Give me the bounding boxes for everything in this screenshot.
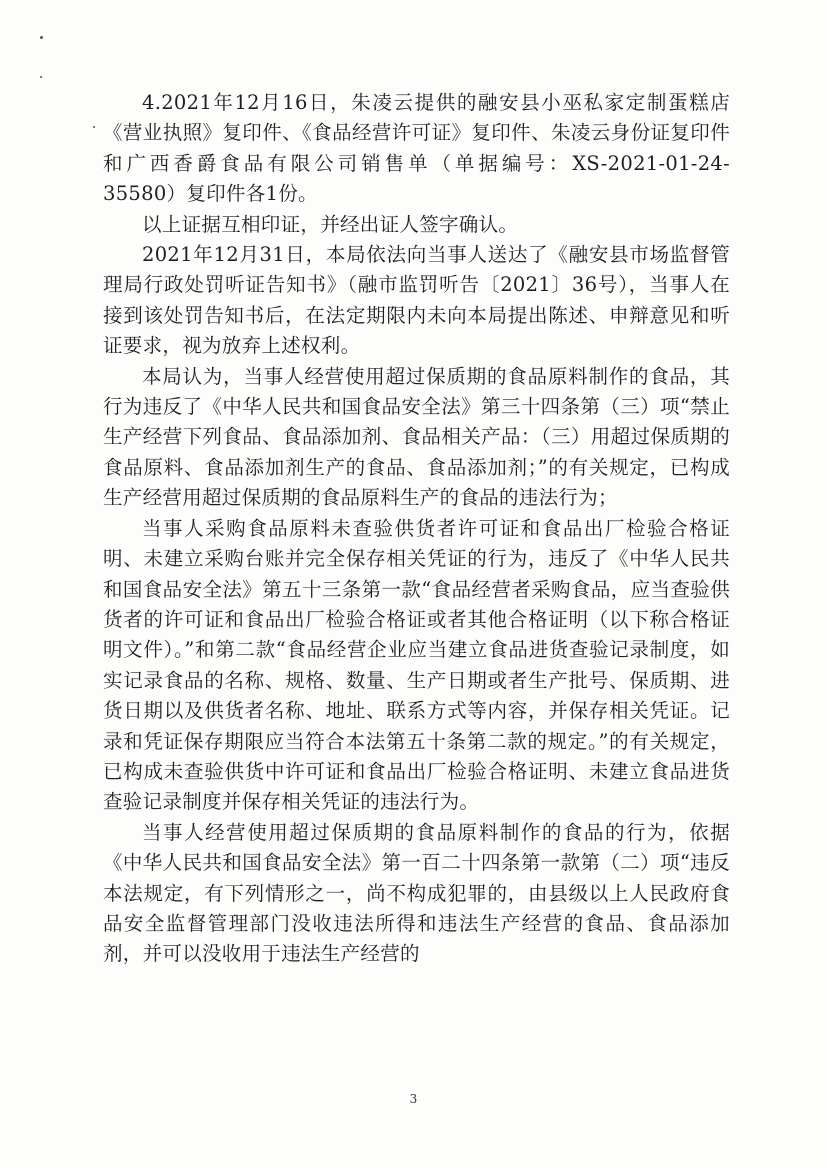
evidence-confirmation: 以上证据互相印证，并经出证人签字确认。 (142, 212, 519, 236)
finding-procurement-inspection: 当事人采购食品原料未查验供货者许可证和食品出厂检验合格证明、未建立采购台账并完全保存相关凭证的行为，违反了《中华人民共和国食品安全法》第五十三条第一款“食品经营者采购食品，应当查验供货者的许可证和食品出厂检验合格证或者其他合格证明（以下称合格证明文件）。”和第二款“食品经营企业应当建立食品进货查验记录制度，如实记录食品的名称、规格、数量、生产日期或者生产批号、保质期、进货日期以及供货者名称、地址、联系方式等内容，并保存相关凭证。记录和凭证保存期限应当符合本法第五十条第二款的规定。”的有关规定，已构成未查验供货中许可证和食品出厂检验合格证明、未建立食品进货查验记录制度并保存相关凭证的违法行为。 (103, 516, 730, 814)
scan-speck (93, 126, 95, 128)
scan-speck (40, 76, 42, 78)
hearing-notice-paragraph: 2021年12月31日，本局依法向当事人送达了《融安县市场监督管理局行政处罚听证告知书》（融市监罚听告〔2021〕36号），当事人在接到该处罚告知书后，在法定期限内未向本局提出陈述、申辩意见和听证要求，视为放弃上述权利。 (103, 243, 730, 358)
penalty-basis-paragraph: 当事人经营使用超过保质期的食品原料制作的食品的行为，依据《中华人民共和国食品安全法》第一百二十四条第一款第（二）项“违反本法规定，有下列情形之一，尚不构成犯罪的，由县级以上人民政府食品安全监督管理部门没收违法所得和违法生产经营的食品、食品添加剂，并可以没收用于违法生产经营的 (103, 820, 730, 966)
evidence-item-4: 4.2021年12月16日，朱凌云提供的融安县小巫私家定制蛋糕店《营业执照》复印件、《食品经营许可证》复印件、朱凌云身份证复印件和广西香爵食品有限公司销售单（单据编号：XS-2021-01-24-35580）复印件各1份。 (103, 91, 730, 206)
scan-speck (40, 36, 43, 39)
document-body (103, 88, 730, 970)
finding-expired-ingredients: 本局认为，当事人经营使用超过保质期的食品原料制作的食品，其行为违反了《中华人民共和国食品安全法》第三十四条第（三）项“禁止生产经营下列食品、食品添加剂、食品相关产品：（三）用超过保质期的食品原料、食品添加剂生产的食品、食品添加剂；”的有关规定，已构成生产经营用超过保质期的食品原料生产的食品的违法行为； (103, 364, 730, 510)
page-number: 3 (409, 1092, 418, 1106)
